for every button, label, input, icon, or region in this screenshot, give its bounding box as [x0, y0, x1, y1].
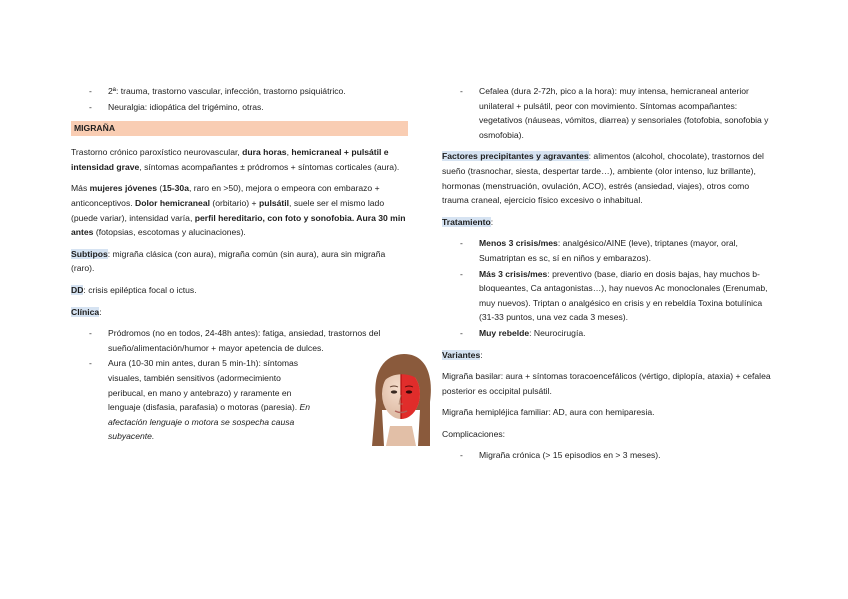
- factores-label: Factores precipitantes y agravantes: [442, 151, 589, 162]
- migraine-face-illustration: [368, 350, 436, 446]
- section-title-migrana: MIGRAÑA: [71, 121, 408, 136]
- dd-paragraph: DD: crisis epiléptica focal o ictus.: [71, 284, 197, 295]
- list-item-tratamiento: - Muy rebelde: Neurocirugía.: [442, 326, 774, 341]
- hemiplejica-paragraph: Migraña hemipléjica familiar: AD, aura con hemiparesia.: [442, 407, 655, 418]
- list-item-cefalea: - Cefalea (dura 2-72h, pico a la hora): muy intensa, hemicraneal anterior unilateral + pulsátil, peor con movimiento. Síntomas acompañantes: vegetativos (náuseas, vómitos, diarrea) y sensoriales (fotofobia, sonofobia y osmofobia).: [442, 84, 774, 142]
- top-list: [71, 84, 408, 114]
- subtypes-paragraph: Subtipos: migraña clásica (con aura), migraña común (sin aura), aura sin migraña (raro).: [71, 248, 386, 274]
- clinica-heading: Clínica:: [71, 306, 102, 317]
- basilar-paragraph: Migraña basilar: aura + síntomas toracoencefálicos (vértigo, diplopía, ataxia) + cefalea posterior es occipital pulsátil.: [442, 371, 771, 396]
- complicaciones-heading: Complicaciones:: [442, 428, 506, 439]
- profile-paragraph: Más mujeres jóvenes (15-30a, raro en >50), mejora o empeora con embarazo + anticonceptivos. Dolor hemicraneal (orbitario) + pulsátil, suele ser el mismo lado (puede variar), intensidad varía, perfil hereditario, con foto y sonofobia. Aura 30 min antes (fotopsias, escotomas y alucinaciones).: [71, 183, 406, 238]
- right-column: [442, 84, 774, 470]
- intro-paragraph: Trastorno crónico paroxístico neurovascular, dura horas, hemicraneal + pulsátil e intensidad grave, síntomas acompañantes ± pródromos + síntomas corticales (aura).: [71, 147, 400, 172]
- list-item-complicacion: - Migraña crónica (> 15 episodios en > 3 meses).: [442, 448, 774, 463]
- tratamiento-list: [442, 236, 774, 340]
- list-item: - Neuralgia: idiopática del trigémino, otras.: [71, 100, 408, 115]
- variantes-heading: Variantes:: [442, 349, 483, 360]
- left-column: [71, 84, 408, 451]
- dd-label: DD: [71, 284, 84, 295]
- cefalea-list: [442, 84, 774, 142]
- clinica-list: [71, 326, 408, 444]
- list-item: - 2ª: trauma, trastorno vascular, infección, trastorno psiquiátrico.: [71, 84, 408, 99]
- tratamiento-heading: Tratamiento:: [442, 216, 494, 227]
- list-item-aura: - Aura (10-30 min antes, duran 5 min-1h): síntomas visuales, también sensitivos (adormecimiento peribucal, en mano y antebrazo) y raramente en lenguaje (disfasia, parafasia) o motoras (paresia). En afectación lenguaje o motora se sospecha causa subyacente.: [71, 356, 408, 444]
- list-item-tratamiento: - Más 3 crisis/mes: preventivo (base, diario en dosis bajas, hay muchos b-bloqueantes, Ca antagonistas…), hay nuevos Ac monoclonales (Erenumab, muy nuevos). Triptan o analgésico en crisis y en rebeldía Toxina botulínica (31-33 puntos, una vez cada 3 meses).: [442, 267, 774, 325]
- list-item-tratamiento: - Menos 3 crisis/mes: analgésico/AINE (leve), triptanes (mayor, oral, Sumatriptan es sc, sí en niños y embarazos).: [442, 236, 774, 265]
- subtypes-label: Subtipos: [71, 248, 108, 259]
- list-item-prodromos: - Pródromos (no en todos, 24-48h antes): fatiga, ansiedad, trastornos del sueño/alimentación/humor + mayor apetencia de dulces.: [71, 326, 408, 355]
- factores-paragraph: Factores precipitantes y agravantes: alimentos (alcohol, chocolate), trastornos del sueño (trasnochar, siesta, despertar tarde…), ambiente (olor intenso, luz brillante), hormonas (menstruación, ovulación, ACO), estrés (ansiedad, viajes), otros como trauma craneal, ejercicio físico excesivo o inhabitual.: [442, 151, 764, 206]
- complicaciones-list: [442, 448, 774, 463]
